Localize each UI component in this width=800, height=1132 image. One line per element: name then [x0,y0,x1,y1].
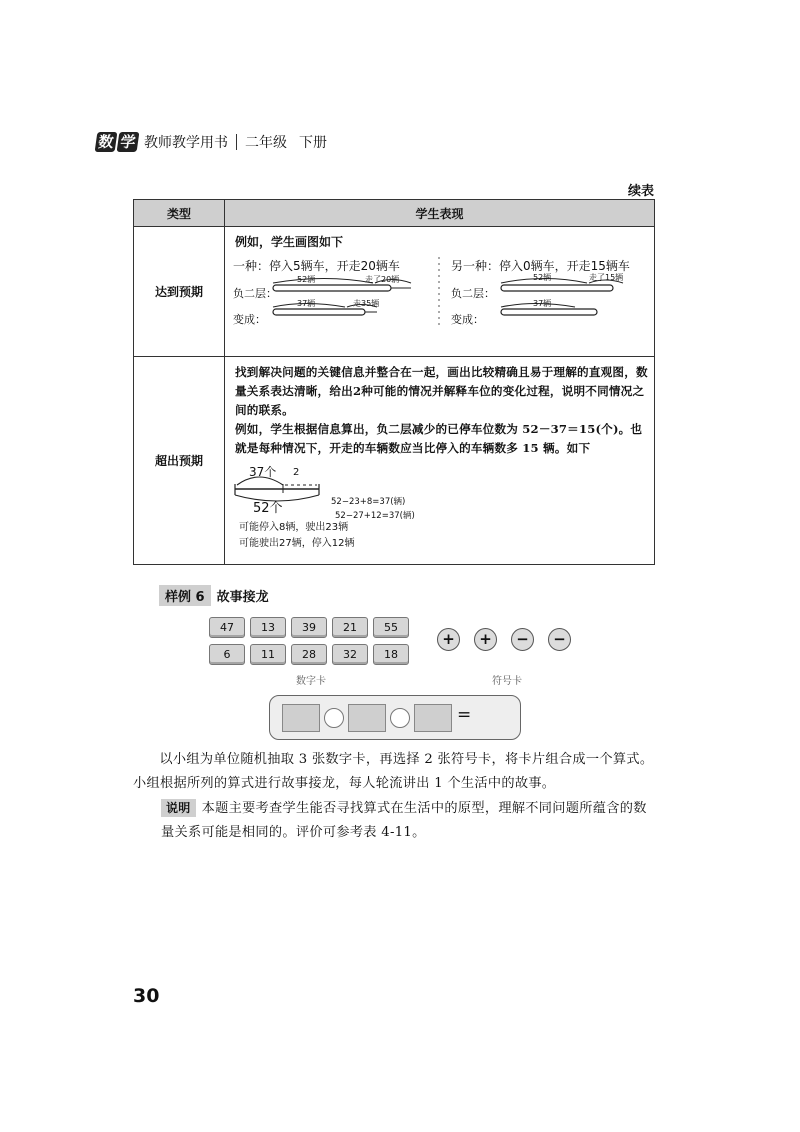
description-paragraph: 找到解决问题的关键信息并整合在一起，画出比较精确且易于理解的直观图，数量关系表达清晰，给出2种可能的情况并解释车位的变化过程，说明不同情况之间的联系。 [235,365,648,417]
number-card: 21 [332,617,368,638]
header-divider [236,134,237,150]
header-type: 类型 [134,200,225,227]
number-cards-label: 数字卡 [296,676,326,687]
volume-label: 下册 [299,135,327,151]
sample-tag: 样例 6 [159,585,211,606]
row-content [225,227,655,357]
handwritten-label: 负二层： [233,287,277,300]
sample-title: 故事接龙 [216,590,269,605]
note-text [161,797,658,845]
card-slot [282,704,320,732]
equals-sign: = [457,705,472,725]
plus-sign-card: + [474,628,497,651]
note-body: 本题主要考查学生能否寻找算式在生活中的原型，理解不同问题所蕴含的数量关系可能是相同的。评价可参考表 4-11。 [161,801,647,840]
evaluation-table [133,199,655,565]
number-card: 32 [332,644,368,665]
page-number: 30 [133,985,160,1007]
logo-char: 数 [95,132,118,152]
sign-slot [324,708,344,728]
book-title: 教师教学用书 [144,135,228,151]
table-header-row [134,200,655,227]
sample-heading [159,585,269,606]
handwritten-label: 2 [293,467,300,478]
number-cards [209,617,409,665]
handwritten-label: 变成： [451,313,484,326]
instruction-text: 以小组为单位随机抽取 3 张数字卡，再选择 2 张符号卡，将卡片组合成一个算式。小组根据所列的算式进行故事接龙，每人轮流讲出 1 个生活中的故事。 [133,752,654,791]
card-slot [348,704,386,732]
row-content [225,357,655,565]
handwritten-label: 37个 [249,465,277,479]
handwritten-label: 52辆 [533,273,552,282]
handwritten-line: 一种：停入5辆车，开走20辆车 [233,259,400,273]
handwritten-equation: 52−27+12=37(辆) [335,511,415,521]
number-card: 13 [250,617,286,638]
sign-cards [437,628,571,651]
sign-slot [390,708,410,728]
handwritten-label: 走了15辆 [589,273,624,282]
minus-sign-card: − [548,628,571,651]
number-card: 28 [291,644,327,665]
card-slot [414,704,452,732]
grade-label: 二年级 [245,135,287,151]
number-card: 18 [373,644,409,665]
table-continued-label: 续表 [627,184,654,199]
number-card: 6 [209,644,245,665]
example-paragraph: 例如，学生根据信息算出，负二层减少的已停车位数为 52－37＝15(个)。也就是每种情况下，开走的车辆数应当比停入的车辆数多 15 辆。如下 [235,422,643,455]
running-header [96,131,327,153]
handwritten-label: 52个 [253,501,283,516]
handwritten-label: 变成： [233,313,266,326]
number-card: 55 [373,617,409,638]
note-tag: 说明 [161,799,196,817]
handwritten-label: 37辆 [297,299,316,308]
handwritten-label: 52辆 [297,275,316,284]
header-performance: 学生表现 [225,200,655,227]
logo-char: 学 [117,132,140,152]
handwritten-label: 走了20辆 [365,275,400,284]
handwritten-line: 另一种：停入0辆车，开走15辆车 [451,259,630,273]
plus-sign-card: + [437,628,460,651]
instruction-paragraph [133,748,658,796]
subject-logo [96,132,140,152]
row-type: 达到预期 [134,227,225,357]
handwritten-line: 可能停入8辆，驶出23辆 [239,522,349,533]
number-card: 47 [209,617,245,638]
handwritten-equation: 52−23+8=37(辆) [331,497,406,507]
row-intro: 例如，学生画图如下 [235,235,344,249]
table-row [134,357,655,565]
number-card: 11 [250,644,286,665]
row-type: 超出预期 [134,357,225,565]
minus-sign-card: − [511,628,534,651]
table-row [134,227,655,357]
sign-cards-label: 符号卡 [492,676,522,687]
bar-sketch [225,227,655,356]
handwritten-label: 走35辆 [353,299,380,308]
expression-board [269,695,521,740]
handwritten-label: 37辆 [533,299,552,308]
note-paragraph [133,797,658,845]
number-card: 39 [291,617,327,638]
handwritten-label: 负二层： [451,287,495,300]
handwritten-line: 可能驶出27辆，停入12辆 [239,538,355,549]
